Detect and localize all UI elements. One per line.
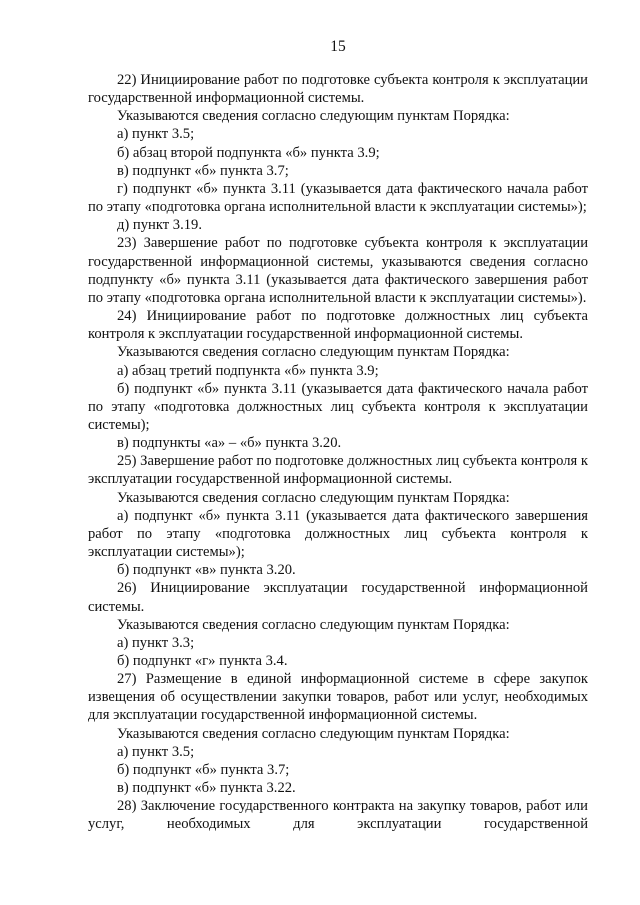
- list-item: а) пункт 3.5;: [117, 126, 195, 143]
- list-item: в) подпункт «б» пункта 3.22.: [117, 780, 296, 797]
- paragraph-23: 23) Завершение работ по подготовке субъекта контроля к эксплуатации государственной информационной системы, указываются сведения согласно подпункту «б» пункта 3.11 (указывается дата фактического завершения работ по этапу «подготовка органа исполнительной власти к эксплуатации системы»).: [88, 235, 588, 306]
- list-item: а) пункт 3.3;: [117, 634, 195, 651]
- list-item: г) подпункт «б» пункта 3.11 (указывается дата фактического начала работ по этапу «подготовка органа исполнительной власти к эксплуатации системы»);: [88, 180, 588, 216]
- paragraph-25: 25) Завершение работ по подготовке должностных лиц субъекта контроля к эксплуатации государственной информационной системы.: [88, 453, 588, 488]
- list-item: а) пункт 3.5;: [117, 743, 195, 760]
- list-item: в) подпункты «а» – «б» пункта 3.20.: [117, 435, 342, 452]
- paragraph-intro: Указываются сведения согласно следующим пунктам Порядка:: [117, 344, 510, 361]
- list-item: б) абзац второй подпункта «б» пункта 3.9;: [117, 144, 380, 161]
- list-item: б) подпункт «г» пункта 3.4.: [117, 653, 288, 669]
- paragraph-26: 26) Инициирование эксплуатации государственной информационной системы.: [88, 580, 588, 615]
- list-item: б) подпункт «в» пункта 3.20.: [117, 562, 296, 579]
- paragraph-intro: Указываются сведения согласно следующим пунктам Порядка:: [117, 616, 510, 633]
- paragraph-intro: Указываются сведения согласно следующим пунктам Порядка:: [117, 725, 510, 742]
- paragraph-24: 24) Инициирование работ по подготовке должностных лиц субъекта контроля к эксплуатации государственной информационной системы.: [88, 308, 588, 343]
- list-item: а) подпункт «б» пункта 3.11 (указывается дата фактического завершения работ по этапу «подготовка должностных лиц субъекта контроля к эксплуатации системы»);: [88, 507, 588, 561]
- paragraph-intro: Указываются сведения согласно следующим пунктам Порядка:: [117, 489, 510, 506]
- paragraph-28: 28) Заключение государственного контракта на закупку товаров, работ или услуг, необходимых для эксплуатации государственной: [88, 798, 588, 833]
- page-number: 15: [330, 38, 346, 55]
- list-item: д) пункт 3.19.: [117, 217, 202, 234]
- list-item: б) подпункт «б» пункта 3.7;: [117, 761, 290, 778]
- list-item: б) подпункт «б» пункта 3.11 (указывается дата фактического начала работ по этапу «подготовка должностных лиц субъекта контроля к эксплуатации системы);: [88, 380, 588, 433]
- list-item: а) абзац третий подпункта «б» пункта 3.9;: [117, 362, 379, 379]
- document-body: [88, 71, 588, 834]
- paragraph-22: 22) Инициирование работ по подготовке субъекта контроля к эксплуатации государственной информационной системы.: [88, 72, 588, 107]
- paragraph-27: 27) Размещение в единой информационной системе в сфере закупок извещения об осуществлении закупки товаров, работ или услуг, необходимых для эксплуатации государственной информационной системы.: [88, 671, 588, 724]
- list-item: в) подпункт «б» пункта 3.7;: [117, 162, 289, 179]
- document-page: [88, 0, 588, 905]
- paragraph-intro: Указываются сведения согласно следующим пунктам Порядка:: [117, 108, 510, 125]
